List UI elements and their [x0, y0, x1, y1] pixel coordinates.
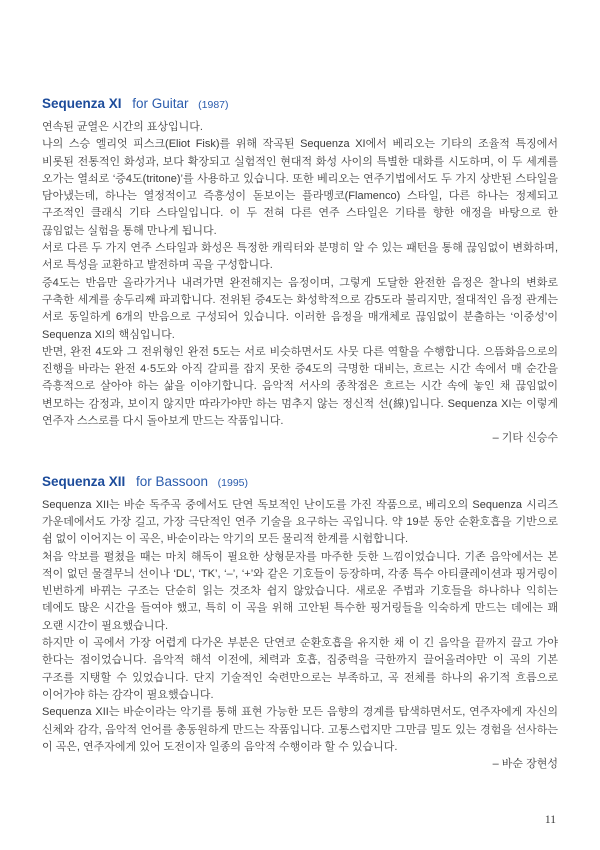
paragraph: 처음 악보를 펼쳤을 때는 마치 해독이 필요한 상형문자를 마주한 듯한 느낌이었습니다. 기존 음악에서는 본 적이 없던 물결무늬 선이나 ‘DL’, ‘TK’, ‘–’, ‘+’와 같은 기호들이 등장하며, 각종 특수 아티큘레이션과 핑거링이 빈번하게 바뀌는 구조는 단순히 읽는 것조차 쉽지 않았습니다. 새로운 주법과 기호들을 하나하나 익히는 데에도 많은 시간을 들여야 했고, 특히 이 곡을 위해 고안된 특수한 핑거링들을 익숙하게 만드는 데에는 꽤 오랜 시간이 필요했습니다. [42, 550, 558, 632]
paragraph: 하지만 이 곡에서 가장 어렵게 다가온 부분은 단연코 순환호흡을 유지한 채 이 긴 음악을 끝까지 끌고 가야 한다는 점이었습니다. 음악적 해석 이전에, 체력과 호흡, 집중력을 극한까지 끌어올려야만 이 곡의 기본 구조를 지탱할 수 있었습니다. 단지 기술적인 숙련만으로는 부족하고, 곡 전체를 하나의 유기적 흐름으로 이어가야 하는 감각이 필요했습니다. [42, 637, 558, 701]
paragraph: 연속된 균열은 시간의 표상입니다. [42, 121, 203, 133]
paragraph: 증4도는 반음만 올라가거나 내려가면 완전해지는 음정이며, 그렇게 도달한 완전한 음정은 찰나의 변화로 구축한 세계를 송두리째 파괴합니다. 전위된 증4도는 화성학적으로 감5도라 불리지만, 절대적인 음정 관계는 서로 동일하게 6개의 반음으로 구성되어 있습니다. 이러한 음정을 매개체로 끊임없이 분출하는 ‘이중성’이 Sequenza XI의 핵심입니다. [42, 276, 558, 341]
work-title: Sequenza XII [42, 473, 126, 489]
paragraph: Sequenza XII는 바순 독주곡 중에서도 단연 독보적인 난이도를 가진 작품으로, 베리오의 Sequenza 시리즈 가운데에서도 가장 길고, 가장 극단적인 연주 기술을 요구하는 곡입니다. 약 19분 동안 순환호흡을 기반으로 쉼 없이 이어지는 이 곡은, 바순이라는 악기의 모든 물리적 한계를 시험합니다. [42, 498, 558, 546]
paragraph: 서로 다른 두 가지 연주 스타일과 화성은 특정한 캐릭터와 분명히 알 수 있는 패턴을 통해 끊임없이 변화하며, 서로 특성을 교환하고 발전하며 곡을 구성합니다. [42, 242, 558, 272]
paragraph: 나의 스승 엘리엇 피스크(Eliot Fisk)를 위해 작곡된 Sequenza XI에서 베리오는 기타의 조율적 특징에서 비롯된 전통적인 화성과, 보다 확장되고 실험적인 현대적 화성 사이의 특별한 대화를 시도하며, 이 두 세계를 오가는 열쇠로 ‘증4도(tritone)’를 사용하고 있습니다. 또한 베리오는 연주기법에서도 두 가지 상반된 스타일을 담아냈는데, 하나는 열정적이고 즉흥성이 돋보이는 플라멩코(Flamenco) 스타일, 다른 하나는 정제되고 구조적인 클래식 기타 스타일입니다. 이 두 전혀 다른 연주 스타일은 기타를 향한 애정을 바탕으로 한 끊임없는 실험을 통해 만나게 됩니다. [42, 138, 558, 237]
paragraph: Sequenza XII는 바순이라는 악기를 통해 표현 가능한 모든 음향의 경계를 탐색하면서도, 연주자에게 자신의 신체와 감각, 음악적 언어를 총동원하게 만드는 작품입니다. 고통스럽지만 그만큼 밀도 있는 경험을 선사하는 이 곡은, 연주자에게 있어 도전이자 일종의 음악적 수행이라 할 수 있습니다. [42, 706, 558, 753]
author-signature: – 기타 신승수 [492, 432, 558, 445]
section-title-sequenza-xii [42, 470, 558, 492]
work-subtitle: for Guitar [132, 96, 189, 111]
section-sequenza-xi [42, 92, 558, 448]
section-title-sequenza-xi [42, 92, 558, 114]
section-sequenza-xii [42, 470, 558, 774]
work-title: Sequenza XI [42, 96, 122, 111]
work-subtitle: for Bassoon [135, 473, 208, 489]
work-year: (1995) [217, 476, 249, 489]
page-number: 11 [544, 814, 556, 826]
page-content [42, 92, 558, 773]
section-body [42, 497, 558, 774]
section-body [42, 119, 558, 448]
author-signature: – 바순 장현성 [492, 758, 558, 771]
work-year: (1987) [198, 99, 229, 111]
paragraph: 반면, 완전 4도와 그 전위형인 완전 5도는 서로 비슷하면서도 사뭇 다른 역할을 수행합니다. 으뜸화음으로의 진행을 바라는 완전 4·5도와 아직 갈피를 잡지 못한 증4도의 극명한 대비는, 흐르는 시간 속에서 매 순간을 즉흥적으로 살아야 하는 삶을 이야기합니다. 음악적 서사의 종착점은 흐르는 시간 속에 놓인 채 끊임없이 변모하는 감정과, 보이지 않지만 따라가야만 하는 멈추지 않는 정신적 선(線)입니다. Sequenza XI는 이렇게 연주자 스스로를 다시 돌아보게 만드는 작품입니다. [42, 345, 558, 428]
